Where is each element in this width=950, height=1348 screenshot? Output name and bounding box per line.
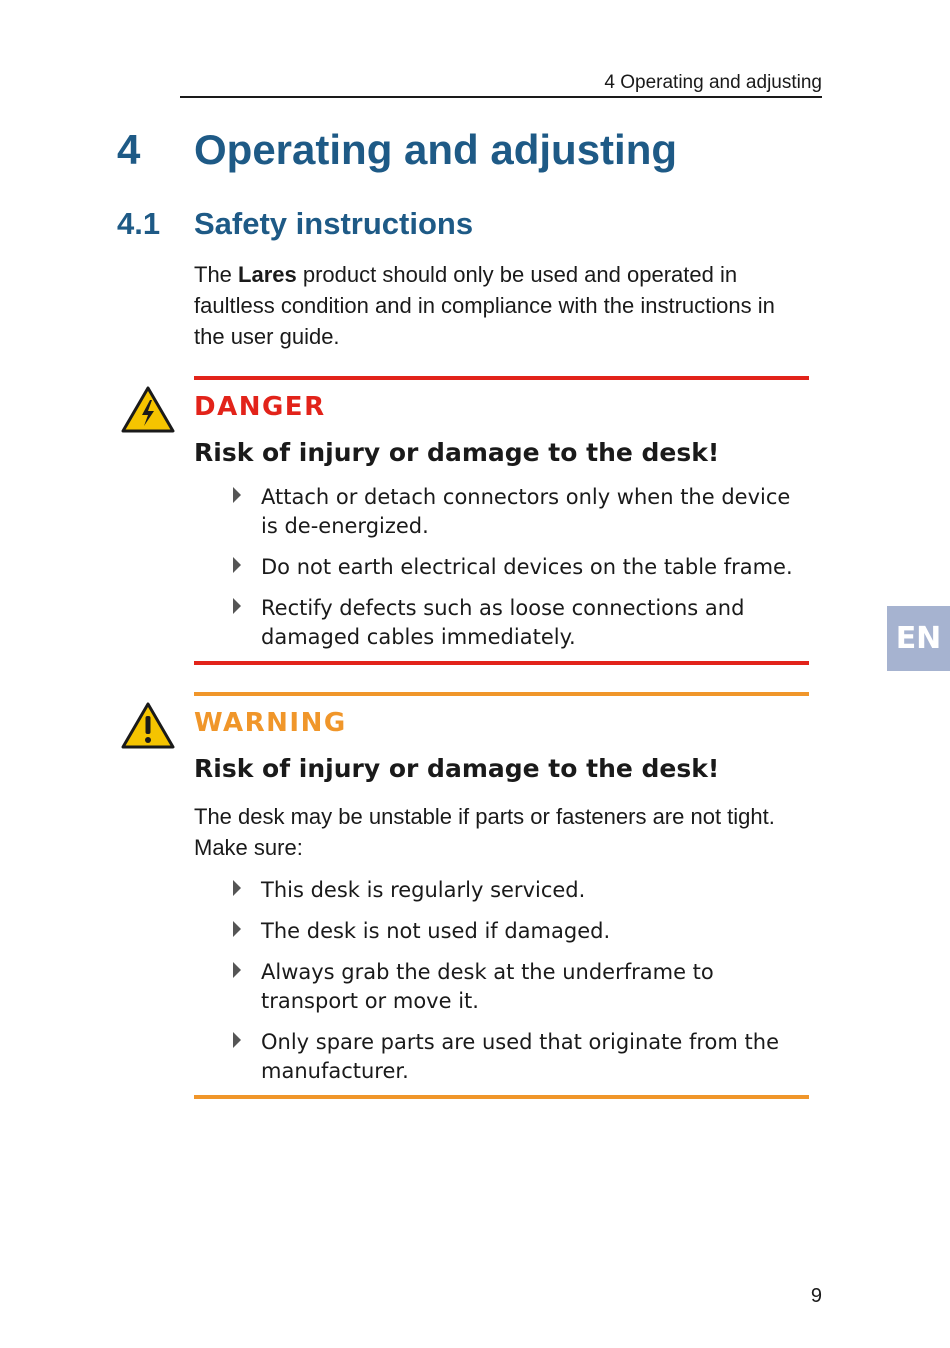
bullet-arrow-icon <box>233 921 241 937</box>
danger-top-rule <box>194 376 809 380</box>
list-item: Always grab the desk at the underframe to transport or move it. <box>232 958 812 1016</box>
warning-text: The desk may be unstable if parts or fasteners are not tight. Make sure: <box>194 804 775 860</box>
warning-signal-word: WARNING <box>194 708 347 738</box>
section-title: Safety instructions <box>194 206 474 241</box>
bullet-arrow-icon <box>233 487 241 503</box>
bullet-arrow-icon <box>233 880 241 896</box>
list-item: The desk is not used if damaged. <box>232 917 812 946</box>
warning-bottom-rule <box>194 1095 809 1099</box>
electrical-hazard-icon <box>120 385 176 435</box>
bullet-arrow-icon <box>233 962 241 978</box>
language-tab: EN <box>887 606 950 671</box>
intro-paragraph: The Lares product should only be used and operated in faultless condition and in compliance with the instructions in the user guide. <box>194 262 775 349</box>
chapter-heading <box>117 124 677 176</box>
running-header: 4 Operating and adjusting <box>180 72 822 98</box>
list-item: This desk is regularly serviced. <box>232 876 812 905</box>
list-item: Rectify defects such as loose connections and damaged cables immediately. <box>232 594 812 652</box>
chapter-title: Operating and adjusting <box>194 126 678 173</box>
list-item: Do not earth electrical devices on the table frame. <box>232 553 812 582</box>
bullet-arrow-icon <box>233 1032 241 1048</box>
section-number: 4.1 <box>117 206 161 241</box>
bullet-arrow-icon <box>233 598 241 614</box>
warning-heading: Risk of injury or damage to the desk! <box>194 754 720 783</box>
chapter-number: 4 <box>117 126 141 173</box>
list-item: Attach or detach connectors only when the device is de-energized. <box>232 483 812 541</box>
danger-signal-word: DANGER <box>194 392 326 422</box>
bullet-arrow-icon <box>233 557 241 573</box>
list-item: Only spare parts are used that originate from the manufacturer. <box>232 1028 812 1086</box>
danger-list <box>232 483 812 664</box>
general-warning-icon <box>120 701 176 751</box>
brand-name: Lares <box>238 262 297 287</box>
danger-bottom-rule <box>194 661 809 665</box>
danger-heading: Risk of injury or damage to the desk! <box>194 438 720 467</box>
page-number: 9 <box>810 1285 822 1307</box>
warning-top-rule <box>194 692 809 696</box>
section-heading <box>117 204 473 244</box>
warning-list <box>232 876 812 1098</box>
